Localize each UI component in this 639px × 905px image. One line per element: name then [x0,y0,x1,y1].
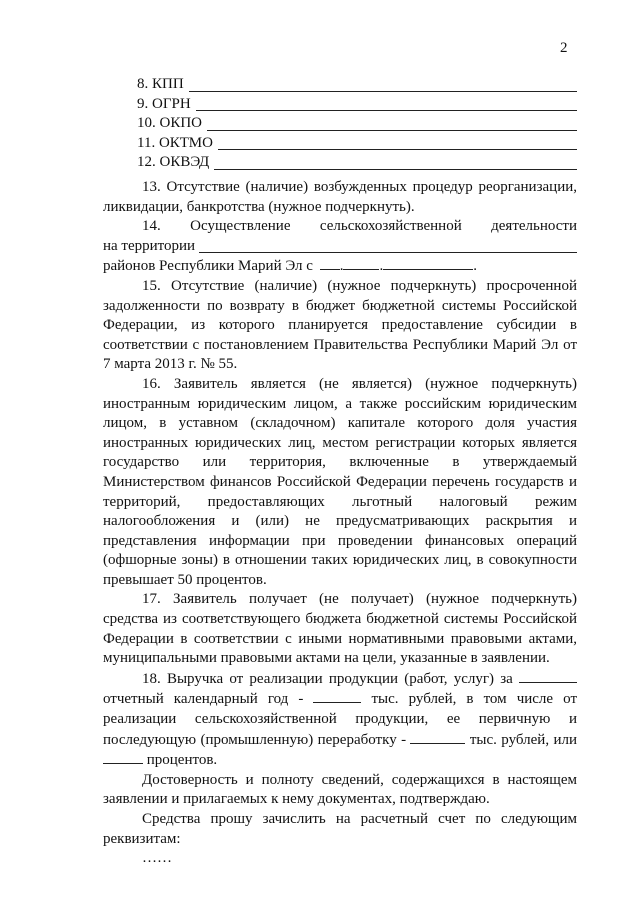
paragraph-16: 16. Заявитель является (не является) (нужное подчеркнуть) иностранным юридическим лицом, а также российским юридическим лицом, в уставном (складочном) капитале которого доля участия иностранных юридических лиц, местом регистрации которых является государство или территория, включенные в утверждаемый Министерством финансов Российской Федерации перечень государств и территорий, предоставляющих льготный налоговый режим налогообложения и (или) не предусматривающих раскрытия и представления информации при проведении финансовых операций (офшорные зоны) в отношении таких юридических лиц, в совокупности превышает 50 процентов. [103,375,577,588]
paragraph-account: Средства прошу зачислить на расчетный счет по следующим реквизитам: [103,811,577,847]
requisites-dots: …… [142,850,172,867]
revenue-year-label: отчетный календарный год - [103,691,304,708]
paragraph-14-line3: районов Республики Марий Эл с . . . [103,258,477,275]
field-kpp [137,75,577,95]
fill-line [214,155,577,170]
date-day-line [320,256,340,270]
territory-fill-line [199,238,577,253]
field-oktmo [137,134,577,154]
fill-line [218,135,577,150]
paragraph-18 [103,669,577,771]
paragraph-15: 15. Отсутствие (наличие) (нужное подчеркнуть) просроченной задолженности по возврату в бюджет бюджетной системы Российской Федерации, из которого планируется предоставление субсидии в соответствии с постановлением Правительства Республики Марий Эл от 7 марта 2013 г. № 55. [103,277,577,373]
date-end: . [473,258,477,275]
revenue-period-line [519,669,577,683]
date-year-line [383,256,473,270]
field-okved [137,153,577,173]
territory-label: на территории [103,237,196,254]
field-label: 9. ОГРН [137,95,191,112]
field-okpo [137,114,577,134]
revenue-agri-text: тыс. рублей, в том числе от реализации сельскохозяйственной продукции, ее первичную и последующую (промышленную) переработку - [103,691,577,748]
field-ogrn [137,95,577,115]
revenue-total-line [313,689,361,703]
fill-line [189,77,577,92]
districts-label: районов Республики Марий Эл с [103,258,313,275]
field-label: 12. ОКВЭД [137,154,210,170]
field-label: 10. ОКПО [137,115,203,131]
fill-line [207,116,577,131]
paragraph-17: 17. Заявитель получает (не получает) (нужное подчеркнуть) средства из соответствующего бюджета бюджетной системы Российской Федерации в соответствии с иными нормативными правовыми актами, муниципальными правовыми актами на цели, указанные в заявлении. [103,591,577,667]
document-body [103,178,577,869]
page-number: 2 [560,40,568,56]
revenue-agri-line [410,730,465,744]
paragraph-confirm: Достоверность и полноту сведений, содержащихся в настоящем заявлении и прилагаемых к нему документах, подтверждаю. [103,771,577,808]
field-label: 8. КПП [137,76,184,92]
revenue-intro: 18. Выручка от реализации продукции (работ, услуг) за [142,670,513,687]
revenue-agri-unit: тыс. рублей, [469,731,550,748]
requisites-fields [137,75,577,173]
fill-line [196,96,577,111]
paragraph-14-line1: 14. Осуществление сельскохозяйственной деятельности [142,218,577,235]
date-month-line [343,256,379,270]
revenue-or-label: или [553,731,578,748]
revenue-percent-line [103,750,143,764]
field-label: 11. ОКТМО [137,134,213,151]
paragraph-13: 13. Отсутствие (наличие) возбужденных процедур реорганизации, ликвидации, банкротства (нужное подчеркнуть). [103,179,577,215]
revenue-percent-label: процентов. [146,752,218,769]
paragraph-14-line2 [103,237,577,257]
